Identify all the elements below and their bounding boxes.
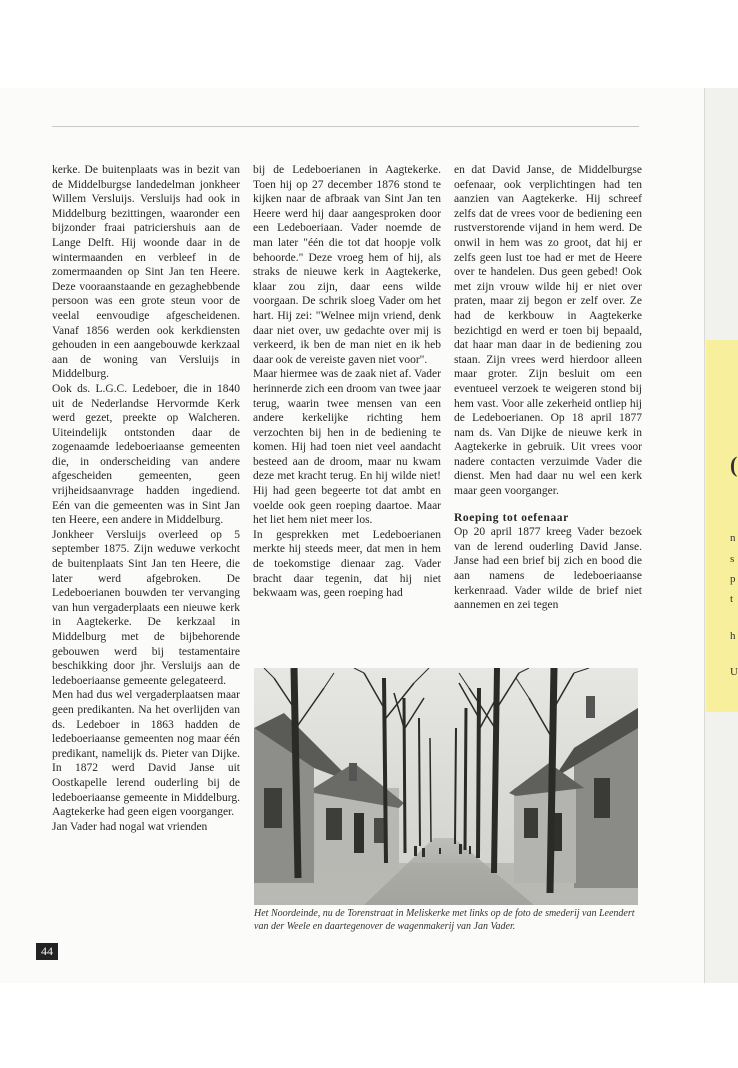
paragraph: Maar hiermee was de zaak niet af. Vader herinnerde zich een droom van twee jaar terug, waarin twee mensen van een andere kerkelijke richting hem verzochten bij hen in de bediening te komen. Hij had toen niet veel aandacht besteed aan de droom, maar nu kwam deze met kracht terug. En hij wilde niet! Hij had geen begeerte tot dat ambt en voelde ook geen roeping daartoe. Maar het liet hem niet meer los. [253,368,441,527]
street-photo [254,668,638,905]
paragraph: Men had dus wel vergaderplaatsen maar geen predikanten. Na het overlijden van ds. Ledeboer in 1863 hadden de ledeboeriaanse gemeenten nog maar één predikant, namelijk ds. Pieter van Dijke. In 1872 werd David Janse uit Oostkapelle lerend ouderling bij de ledeboeriaanse gemeente in Middelburg. Aagtekerke had geen eigen voorganger. [52,689,240,819]
text-column-2 [253,163,441,601]
next-page-letter: U [730,666,738,678]
next-page-letter: h [730,630,736,642]
paragraph: Jonkheer Versluijs overleed op 5 september 1875. Zijn weduwe verkocht de buitenplaats Sint Jan ten Heere, die later werd afgebroken. De Ledeboerianen bouwden ter vervanging van hun vergaderplaats een nieuwe kerk in Aagtekerke. De kerkzaal in Middelburg met de bijbehorende gebouwen werd bij testamentaire beschikking door jhr. Versluijs aan de ledeboeriaanse gemeente gelegateerd. [52,528,240,687]
paragraph: en dat David Janse, de Middelburgse oefenaar, ook verplichtingen had ten aanzien van Aagtekerke. Hij schreef zelfs dat de vrees voor de bediening een rustverstorende vijand in hem werd. De onwil in hem was zo groot, dat hij er zelfs geen lust toe had er met de Heere over te handelen. Dus geen gebed! Ook met zijn vrouw wilde hij er niet over praten, maar zij begon er zelf over. Ze had de kerkbouw in Aagtekerke bezichtigd en werd er toen bij bepaald, dat haar man daar in de bediening zou staan. Zijn vrees werd hierdoor alleen maar groter. Zijn besluit om een eventueel verzoek te weigeren stond bij hem vast. Voor alle zekerheid ontliep hij de Ledeboerianen. Op 18 april 1877 nam ds. Van Dijke de nieuwe kerk in Aagtekerke in gebruik. Uit vrees voor nadere contacten verzuimde Vader die dienst. Men had daar nu wel een kerk maar geen voorganger. [454,164,642,498]
next-page-letter: s [730,553,735,565]
page-number: 44 [36,943,58,960]
text-column-1 [52,163,240,834]
next-page-letter: ( [730,452,738,477]
paragraph: kerke. De buitenplaats was in bezit van de Middelburgse landedelman jonkheer Willem Versluijs. Versluijs had ook in Middelburg bezittingen, waaronder een bijzonder fraai patriciershuis aan de Lange Delft. Hij woonde daar in de wintermaanden en verbleef in de zomermaanden op Sint Jan ten Heere. Deze vooraanstaande en gezaghebbende persoon was een grote steun voor de veelal eenvoudige afgescheidenen. Vanaf 1856 werden ook kerkdiensten gehouden in een aangebouwde kerkzaal aan de woning van Versluijs in Middelburg. [52,164,240,381]
yellow-highlight-band [706,340,738,712]
next-page-letter: t [730,593,734,605]
text-column-3 [454,163,642,613]
section-heading: Roeping tot oefenaar [454,511,569,524]
paragraph: Jan Vader had nogal wat vrienden [52,820,208,833]
paragraph: In gesprekken met Ledeboerianen merkte hij steeds meer, dat men in hem de toekomstige dienaar zag. Vader bracht daar tegenin, dat hij niet bekwaam was, geen roeping had [253,528,441,600]
paragraph: bij de Ledeboerianen in Aagtekerke. Toen hij op 27 december 1876 stond te kijken naar de afbraak van Sint Jan ten Heere werd hij daar aangesproken door een Ledeboeriaan. Vader noemde de man later "één die tot dat hoopje volk behoorde." Deze vroeg hem of hij, als straks de nieuwe kerk in Aagtekerke, klaar zou zijn, daar eens wilde voorgaan. De schrik sloeg Vader om het hart. Hij zei: "Welnee mijn vriend, denk daar niet over, uw gedachte over mij is verkeerd, ik ben de man niet en ik heb daar ook de vereiste gaven niet voor". [253,164,441,366]
photo-caption: Het Noordeinde, nu de Torenstraat in Meliskerke met links op de foto de smederij van Leendert van der Weele en daartegenover de wagenmakerij van Jan Vader. [254,908,635,932]
street-photo-illustration [254,668,638,905]
top-rule [52,126,639,127]
paragraph: Op 20 april 1877 kreeg Vader bezoek van de lerend ouderling David Janse. Janse had een brief bij zich en bood die aan namens de ledeboeriaanse kerkenraad. Vader wilde de brief niet aannemen en zei tegen [454,526,642,612]
next-page-letter: n [730,532,736,544]
next-page-letter: p [730,573,736,585]
paragraph: Ook ds. L.G.C. Ledeboer, die in 1840 uit de Nederlandse Hervormde Kerk werd gezet, preekte op Walcheren. Uiteindelijk ontstonden daar de zogenaamde ledeboeriaanse gemeenten die, in onderscheiding van andere afgescheiden gemeenten, geen vrijheidsaanvrage hadden ingediend. Eén van die gemeenten was in Sint Jan ten Heere, een andere in Middelburg. [52,382,240,527]
